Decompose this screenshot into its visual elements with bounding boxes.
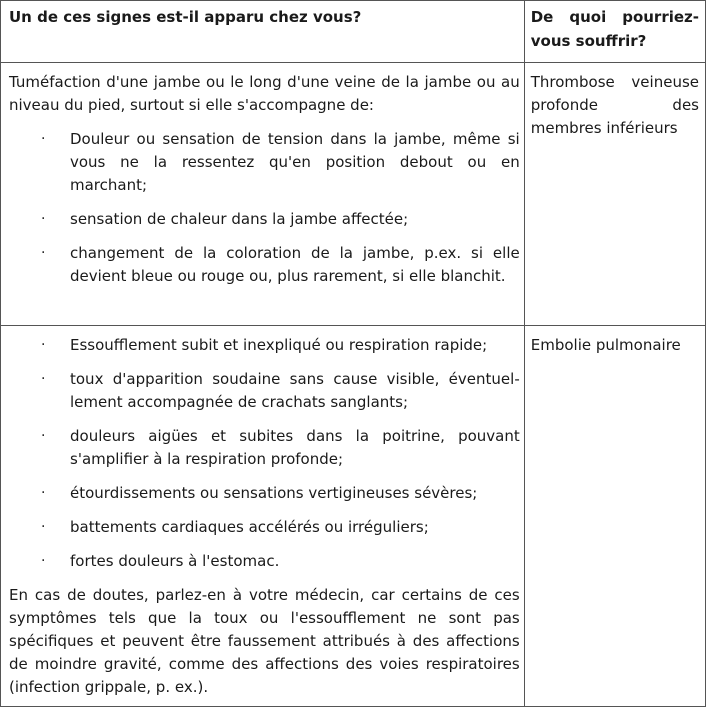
- list-item: · douleurs aigües et subites dans la poitrine, pouvant s'amplifier à la respiration profonde;: [41, 427, 520, 468]
- signs-intro: Tuméfaction d'une jambe ou le long d'une veine de la jambe ou au niveau du pied, surtout si elle s'accompagne de:: [9, 73, 520, 114]
- bullet-icon: ·: [41, 337, 46, 353]
- signs-cell: [1, 63, 525, 326]
- bullet-icon: ·: [41, 131, 46, 147]
- bullet-icon: ·: [41, 211, 46, 227]
- header-signs-label: Un de ces signes est-il apparu chez vous?: [9, 8, 362, 26]
- table-row: [1, 63, 706, 326]
- bullet-icon: ·: [41, 371, 46, 387]
- list-item: · Essoufflement subit et inexpliqué ou respiration rapide;: [9, 334, 520, 357]
- header-condition-label: De quoi pourriez-vous souffrir?: [530, 8, 699, 50]
- bullet-icon: ·: [41, 519, 46, 535]
- list-item: · toux d'apparition soudaine sans cause visible, éventuellement accompagnée de crachats sanglants;: [41, 370, 520, 411]
- condition-label: Thrombose veineuse profonde des membres inférieurs: [530, 73, 699, 137]
- condition-cell: [524, 326, 705, 707]
- bullet-icon: ·: [41, 485, 46, 501]
- bullet-icon: ·: [41, 553, 46, 569]
- signs-list: [9, 128, 520, 288]
- list-item: · fortes douleurs à l'estomac.: [9, 550, 520, 573]
- table-row: [1, 326, 706, 707]
- condition-cell: [524, 63, 705, 326]
- list-item: · sensation de chaleur dans la jambe affectée;: [9, 208, 520, 231]
- doctor-note: En cas de doutes, parlez-en à votre médecin, car certains de ces symptômes tels que la toux ou l'essoufflement ne sont pas spécifiques et peuvent être faussement attribués à des affections de moindre gravité, comme des affections des voies respiratoires (infection grippale, p. ex.).: [9, 586, 520, 696]
- header-condition-cell: [524, 1, 705, 63]
- signs-cell: [1, 326, 525, 707]
- header-signs-cell: [1, 1, 525, 63]
- table-header-row: [1, 1, 706, 63]
- signs-list: [9, 334, 520, 573]
- bullet-icon: ·: [41, 245, 46, 261]
- list-item: · étourdissements ou sensations vertigineuses sévères;: [9, 482, 520, 505]
- condition-label: Embolie pulmonaire: [530, 336, 681, 354]
- list-item: · Douleur ou sensation de tension dans la jambe, même si vous ne la ressentez qu'en position debout ou en marchant;: [41, 130, 520, 194]
- bullet-icon: ·: [41, 428, 46, 444]
- list-item: · battements cardiaques accélérés ou irréguliers;: [9, 516, 520, 539]
- list-item: · changement de la coloration de la jambe, p.ex. si elle devient bleue ou rouge ou, plus rarement, si elle blanchit.: [41, 244, 520, 285]
